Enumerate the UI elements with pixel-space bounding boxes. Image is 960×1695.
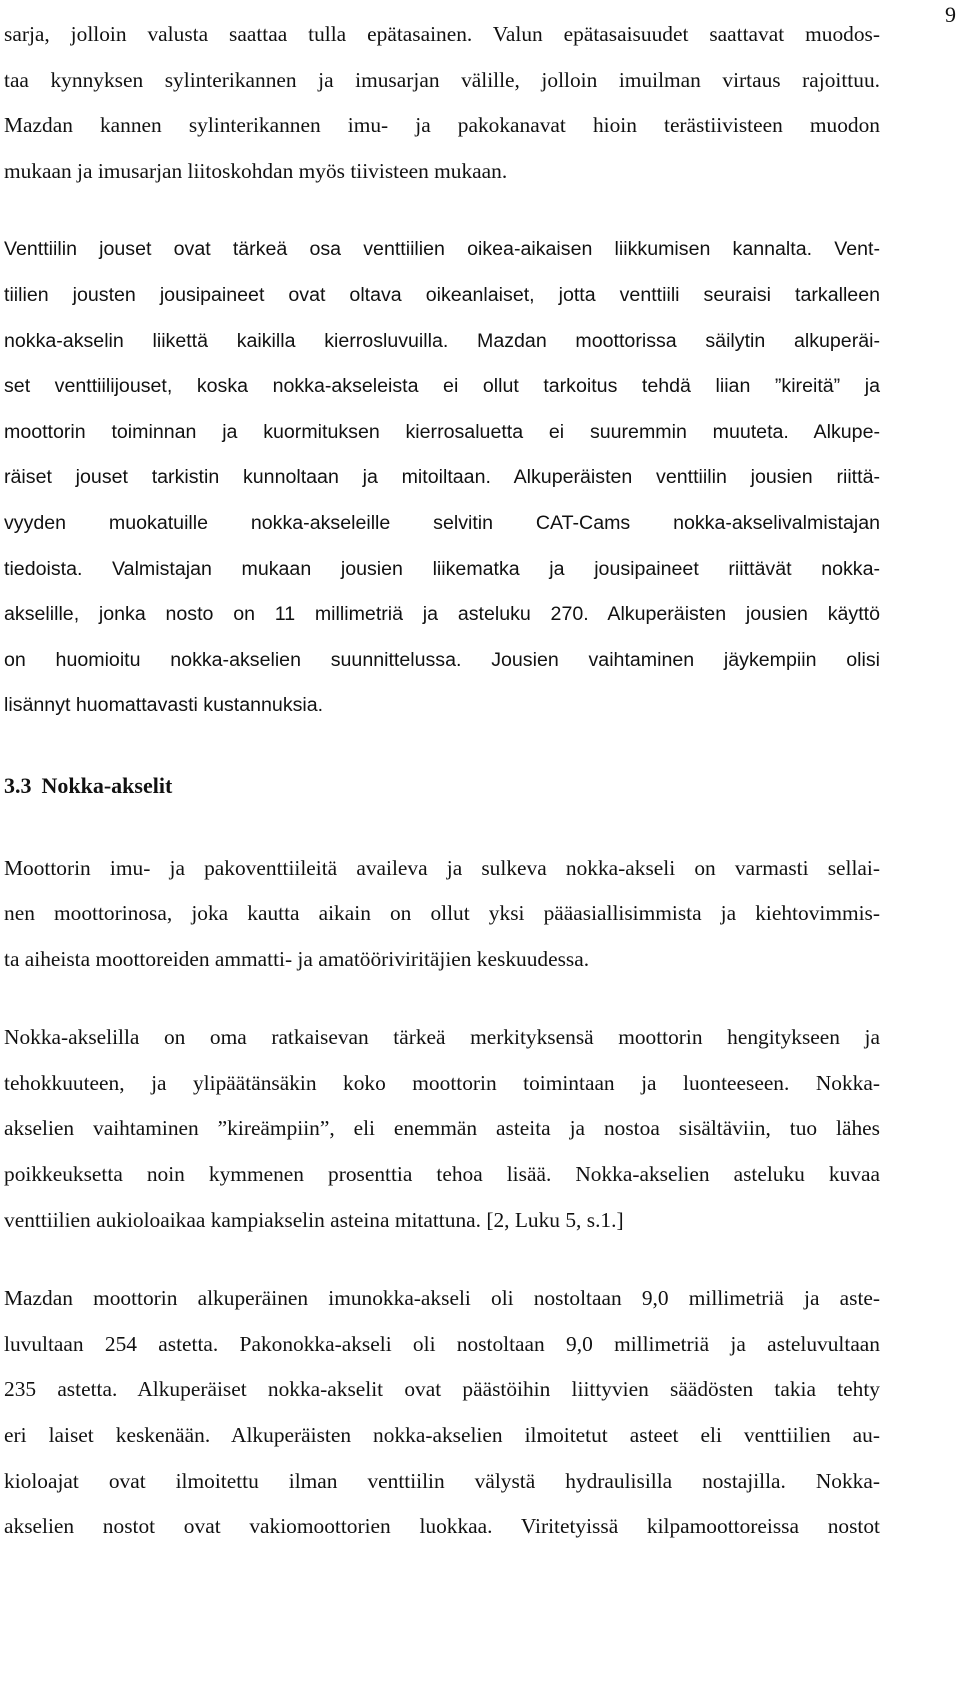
page-number: 9	[945, 2, 956, 27]
text-line: taa kynnyksen sylinterikannen ja imusarjan välille, jolloin imuilman virtaus rajoittuu.	[4, 67, 880, 92]
text-line: Mazdan kannen sylinterikannen imu- ja pakokanavat hioin terästiivisteen muodon	[4, 113, 880, 138]
text-line: akselien nostot ovat vakiomoottorien luokkaa. Viritetyissä kilpamoottoreissa nostot	[4, 1514, 880, 1539]
text-line: venttiilien aukioloaikaa kampiakselin asteina mitattuna. [2, Luku 5, s.1.]	[4, 1207, 624, 1232]
text-line: poikkeuksetta noin kymmenen prosenttia tehoa lisää. Nokka-akselien asteluku kuvaa	[4, 1162, 880, 1187]
text-line: kioloajat ovat ilmoitettu ilman venttiilin välystä hydraulisilla nostajilla. Nokka-	[4, 1468, 880, 1493]
text-line: sarja, jolloin valusta saattaa tulla epätasainen. Valun epätasaisuudet saattavat muodos-	[4, 22, 880, 46]
text-line: set venttiilijouset, koska nokka-akseleista ei ollut tarkoitus tehdä liian ”kireitä” ja	[4, 375, 880, 398]
paragraph-valve-springs	[4, 227, 880, 729]
paragraph-gap	[4, 729, 880, 763]
text-line: tiedoista. Valmistajan mukaan jousien liikematka ja jousipaineet riittävät nokka-	[4, 557, 880, 580]
text-line: Mazdan moottorin alkuperäinen imunokka-akseli oli nostoltaan 9,0 millimetriä ja aste-	[4, 1286, 880, 1311]
text-line: lisännyt huomattavasti kustannuksia.	[4, 694, 324, 717]
text-line: nokka-akselin liikettä kaikilla kierrosluvuilla. Mazdan moottorissa säilytin alkuperäi-	[4, 329, 880, 352]
text-line: tehokkuuteen, ja ylipäätänsäkin koko moottorin toimintaan ja luonteeseen. Nokka-	[4, 1070, 880, 1095]
text-line: Nokka-akselilla on oma ratkaisevan tärkeä merkityksensä moottorin hengitykseen ja	[4, 1025, 880, 1050]
text-line: moottorin toiminnan ja kuormituksen kierrosaluetta ei suuremmin muuteta. Alkupe-	[4, 420, 880, 443]
paragraph-gap	[4, 809, 880, 846]
text-line: on huomioitu nokka-akselien suunnittelussa. Jousien vaihtaminen jäykempiin olisi	[4, 648, 880, 671]
section-number: 3.3	[4, 772, 32, 798]
text-line: mukaan ja imusarjan liitoskohdan myös tiivisteen mukaan.	[4, 158, 508, 183]
text-line: Venttiilin jouset ovat tärkeä osa venttiilien oikea-aikaisen liikkumisen kannalta. Vent-	[4, 238, 880, 261]
text-line: akselille, jonka nosto on 11 millimetriä ja asteluku 270. Alkuperäisten jousien käyttö	[4, 603, 880, 626]
text-line: tiilien jousten jousipaineet ovat oltava oikeanlaiset, jotta venttiili seuraisi tarkalleen	[4, 283, 880, 306]
document-body	[4, 12, 880, 1550]
text-line: vyyden muokatuille nokka-akseleille selvitin CAT-Cams nokka-akselivalmistajan	[4, 511, 880, 534]
text-line: luvultaan 254 astetta. Pakonokka-akseli oli nostoltaan 9,0 millimetriä ja asteluvultaan	[4, 1331, 880, 1356]
text-line: akselien vaihtaminen ”kireämpiin”, eli enemmän asteita ja nostoa sisältäviin, tuo lähes	[4, 1116, 880, 1141]
paragraph-camshaft-intro	[4, 846, 880, 983]
paragraph-intake-manifold	[4, 12, 880, 194]
paragraph-mazda-camshafts	[4, 1276, 880, 1550]
paragraph-camshaft-importance	[4, 1015, 880, 1243]
text-line: 235 astetta. Alkuperäiset nokka-akselit ovat päästöihin liittyvien säädösten takia tehty	[4, 1377, 880, 1402]
text-line: eri laiset keskenään. Alkuperäisten nokka-akselien ilmoitetut asteet eli venttiilien au-	[4, 1423, 880, 1448]
paragraph-gap	[4, 982, 880, 1015]
text-line: Moottorin imu- ja pakoventtiileitä availeva ja sulkeva nokka-akseli on varmasti sellai-	[4, 855, 880, 880]
text-line: nen moottorinosa, joka kautta aikain on ollut yksi pääasiallisimmista ja kiehtovimmis-	[4, 901, 880, 926]
text-line: ta aiheista moottoreiden ammatti- ja amatööriviritäjien keskuudessa.	[4, 946, 590, 971]
paragraph-gap	[4, 1243, 880, 1276]
paragraph-gap	[4, 194, 880, 227]
section-heading	[4, 763, 880, 809]
text-line: räiset jouset tarkistin kunnoltaan ja mitoiltaan. Alkuperäisten venttiilin jousien riittä-	[4, 466, 880, 489]
section-title: Nokka-akselit	[41, 772, 173, 798]
